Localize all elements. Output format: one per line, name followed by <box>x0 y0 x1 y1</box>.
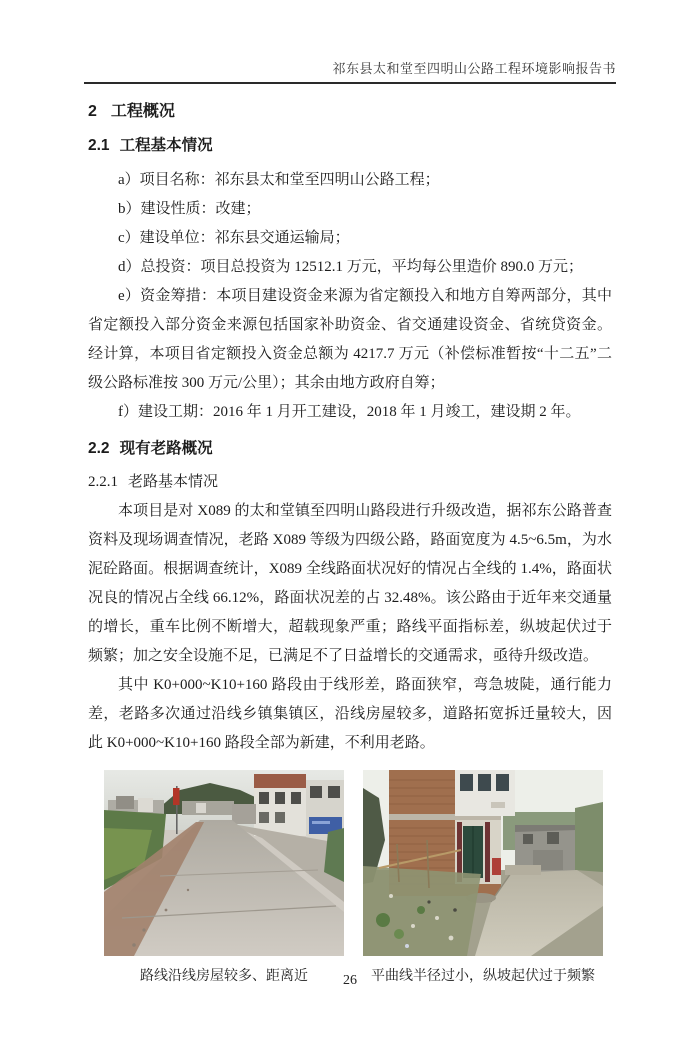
list-item-a: a）项目名称：祁东县太和堂至四明山公路工程； <box>118 172 440 188</box>
list-item-e: e）资金筹措：本项目建设资金来源为省定额投入和地方自筹两部分，其中省定额投入部分资金来源包括国家补助资金、省交通建设资金、省统贷资金。经计算，本项目省定额投入资金总额为 4217.7 万元（补偿标准暂按“十二五”二级公路标准按 300 万元/公里）；其余由地方政府自筹； <box>88 288 612 391</box>
document-header-title: 祁东县太和堂至四明山公路工程环境影响报告书 <box>332 61 616 76</box>
old-road-paragraph-2: 其中 K0+000~K10+160 路段由于线形差，路面狭窄，弯急坡陡，通行能力差，老路多次通过沿线乡镇集镇区，沿线房屋较多，道路拓宽拆迁量较大，因此 K0+000~K10+160 路段全部为新建，不利用老路。 <box>88 677 612 751</box>
section-2-2-1-title: 老路基本情况 <box>128 474 219 490</box>
curve-slope-photo <box>363 770 603 956</box>
section-2-1-title: 工程基本情况 <box>119 137 213 154</box>
photo-figure-left <box>104 770 344 985</box>
list-item-d: d）总投资：项目总投资为 12512.1 万元，平均每公里造价 890.0 万元； <box>118 259 584 275</box>
old-road-paragraph-1: 本项目是对 X089 的太和堂镇至四明山路段进行升级改造，据祁东公路普查资料及现场调查情况，老路 X089 等级为四级公路，路面宽度为 4.5~6.5m，为水泥砼路面。根据调查统计，X089 全线路面状况好的情况占全线的 1.4%，路面状况良的情况占全线 66.12%，路面状况差的占 32.48%。该公路由于近年来交通量的增长，重车比例不断增大，超载现象严重；路线平面指标差，纵坡起伏过于频繁；加之安全设施不足，已满足不了日益增长的交通需求，亟待升级改造。 <box>88 503 612 664</box>
section-2-2-heading <box>88 437 612 461</box>
page-content <box>88 88 612 985</box>
photo-figure-right <box>363 770 603 985</box>
section-2-title: 工程概况 <box>110 103 175 120</box>
document-header <box>84 58 616 84</box>
section-2-1-heading <box>88 134 612 158</box>
road-houses-photo <box>104 770 344 956</box>
list-item-c: c）建设单位：祁东县交通运输局； <box>118 230 350 246</box>
photo-caption-left: 路线沿线房屋较多、距离近 <box>140 969 308 984</box>
page-number: 26 <box>343 973 357 988</box>
section-2-2-title: 现有老路概况 <box>119 440 213 457</box>
section-2-2-1-heading <box>88 469 612 495</box>
section-2-1-number: 2.1 <box>88 137 110 154</box>
section-2-2-1-number: 2.2.1 <box>88 474 118 490</box>
section-2-heading <box>88 100 612 124</box>
photo-caption-right: 平曲线半径过小，纵坡起伏过于频繁 <box>371 969 595 984</box>
photos-row <box>104 770 612 985</box>
section-2-2-number: 2.2 <box>88 440 110 457</box>
list-item-b: b）建设性质：改建； <box>118 201 261 217</box>
list-item-f: f）建设工期：2016 年 1 月开工建设，2018 年 1 月竣工，建设期 2 年。 <box>118 404 581 420</box>
section-2-number: 2 <box>88 103 97 120</box>
